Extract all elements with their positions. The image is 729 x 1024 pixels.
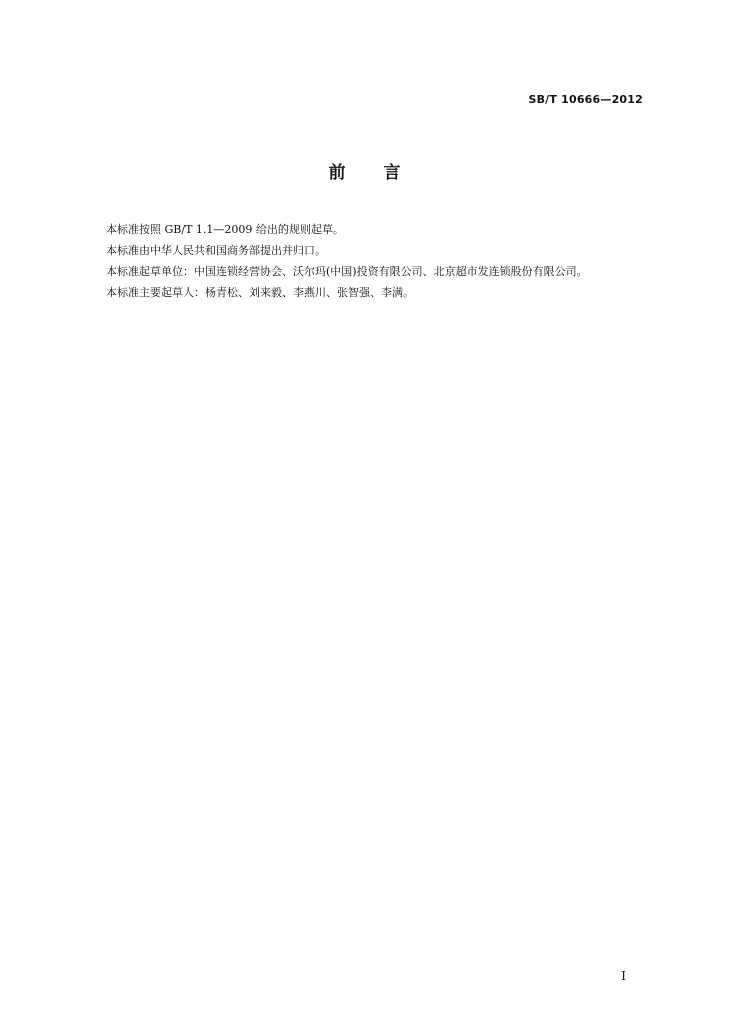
foreword-line: 本标准由中华人民共和国商务部提出并归口。: [106, 244, 326, 257]
foreword-line: 本标准主要起草人：杨青松、刘来毅、李燕川、张智强、李满。: [106, 286, 414, 299]
foreword-line: 本标准按照 GB/T 1.1—2009 给出的规则起草。: [106, 223, 344, 236]
page-number: I: [621, 969, 626, 983]
foreword-body: [106, 219, 666, 303]
foreword-line: 本标准起草单位：中国连锁经营协会、沃尔玛(中国)投资有限公司、北京超市发连锁股份有限公司。: [106, 265, 588, 278]
page-title: 前言: [328, 163, 439, 183]
standard-number: SB/T 10666—2012: [528, 93, 643, 106]
